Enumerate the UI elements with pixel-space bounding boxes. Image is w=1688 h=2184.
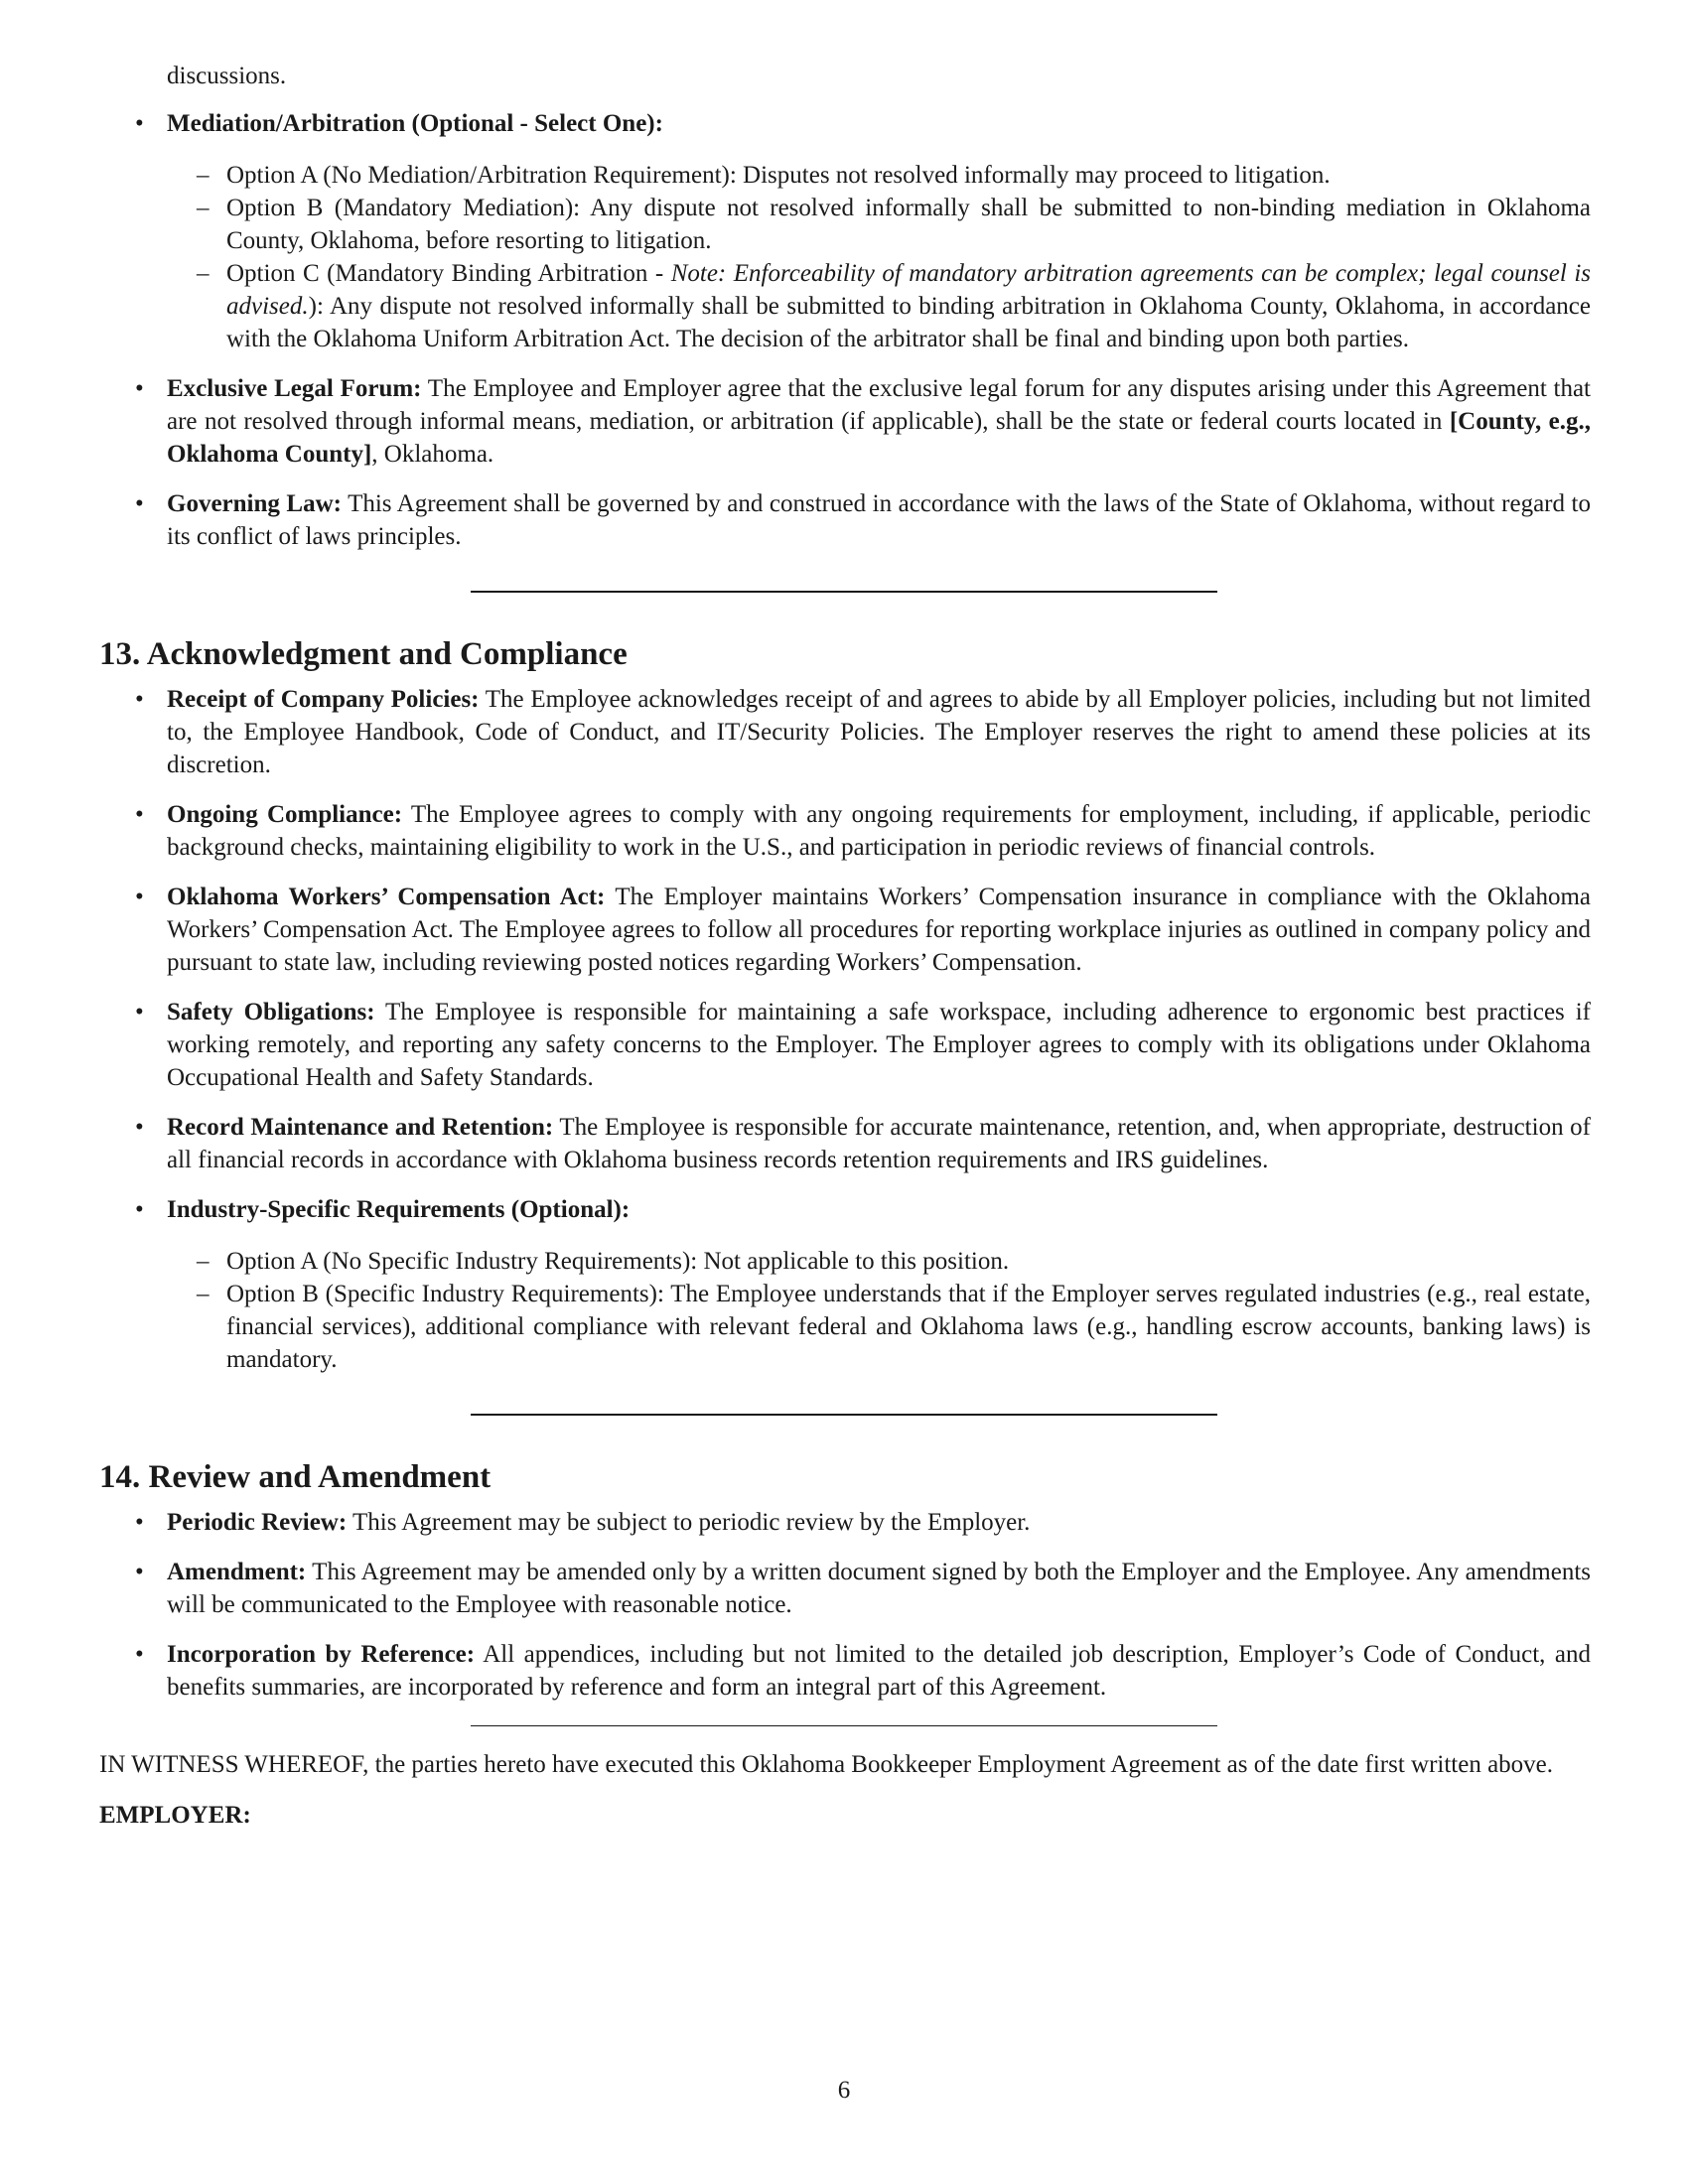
list-item-workers-comp: • Oklahoma Workers’ Compensation Act: The Employer maintains Workers’ Compensation insurance in compliance with the Oklahoma Workers’ Compensation Act. The Employee agrees to follow all procedures for reporting workplace injuries as outlined in company policy and pursuant to state law, including reviewing posted notices regarding Workers’ Compensation.: [99, 881, 1591, 979]
bullet-icon: •: [135, 801, 144, 828]
industry-options: [167, 1245, 1591, 1376]
section-12-list: [99, 107, 1591, 553]
option-b: [99, 192, 1591, 257]
continuation-text: discussions.: [167, 63, 287, 89]
dash-icon: –: [197, 1248, 210, 1275]
item-title: Receipt of Company Policies:: [167, 686, 480, 713]
dash-icon: –: [197, 162, 210, 189]
bullet-icon: •: [135, 884, 144, 910]
option-a: [99, 159, 1591, 192]
dash-icon: –: [197, 195, 210, 221]
item-title: Oklahoma Workers’ Compensation Act:: [167, 884, 606, 910]
item-title: Ongoing Compliance:: [167, 801, 403, 828]
dash-icon: –: [197, 1281, 210, 1307]
section-14-list: [99, 1506, 1591, 1704]
item-title: Record Maintenance and Retention:: [167, 1114, 554, 1141]
witness-paragraph: IN WITNESS WHEREOF, the parties hereto have executed this Oklahoma Bookkeeper Employment Agreement as of the date first written above.: [99, 1751, 1554, 1778]
list-item-incorporation: • Incorporation by Reference: All appendices, including but not limited to the detailed job description, Employer’s Code of Conduct, and benefits summaries, are incorporated by reference and form an integral part of this Agreement.: [99, 1638, 1591, 1704]
document-page: [99, 60, 1591, 2144]
list-item-safety: • Safety Obligations: The Employee is responsible for maintaining a safe workspace, including adherence to ergonomic best practices if working remotely, and reporting any safety concerns to the Employer. The Employer agrees to comply with its obligations under Oklahoma Occupational Health and Safety Standards.: [99, 996, 1591, 1094]
list-item-receipt: • Receipt of Company Policies: The Employee acknowledges receipt of and agrees to abide by all Employer policies, including but not limited to, the Employee Handbook, Code of Conduct, and IT/Security Policies. The Employer reserves the right to amend these policies at its discretion.: [99, 683, 1591, 781]
section-number: 14.: [99, 1459, 141, 1495]
item-title: Exclusive Legal Forum:: [167, 375, 422, 402]
section-13-heading: [99, 634, 1591, 674]
option-b-text: Option B (Mandatory Mediation): Any dispute not resolved informally shall be submitted to non-binding mediation in Oklahoma County, Oklahoma, before resorting to litigation.: [226, 195, 1591, 254]
bullet-icon: •: [135, 1641, 144, 1668]
horizontal-rule: [471, 591, 1217, 593]
list-item-ongoing: • Ongoing Compliance: The Employee agrees to comply with any ongoing requirements for employment, including, if applicable, periodic background checks, maintaining eligibility to work in the U.S., and participation in periodic reviews of financial controls.: [99, 798, 1591, 864]
list-item-governing-law: • Governing Law: This Agreement shall be governed by and construed in accordance with the laws of the State of Oklahoma, without regard to its conflict of laws principles.: [99, 487, 1591, 553]
section-title: Review and Amendment: [148, 1459, 492, 1495]
item-title: Industry-Specific Requirements (Optional):: [167, 1196, 631, 1223]
list-item-records: • Record Maintenance and Retention: The Employee is responsible for accurate maintenance, retention, and, when appropriate, destruction of all financial records in accordance with Oklahoma business records retention requirements and IRS guidelines.: [99, 1111, 1591, 1176]
bullet-icon: •: [135, 999, 144, 1025]
bullet-icon: •: [135, 686, 144, 713]
list-item-periodic-review: • Periodic Review: This Agreement may be subject to periodic review by the Employer.: [99, 1506, 1591, 1539]
list-item-amendment: • Amendment: This Agreement may be amended only by a written document signed by both the Employer and the Employee. Any amendments will be communicated to the Employee with reasonable notice.: [99, 1556, 1591, 1621]
employer-label: EMPLOYER:: [99, 1802, 251, 1829]
bullet-icon: •: [135, 110, 144, 137]
option-a: [99, 1245, 1591, 1278]
county-placeholder: [County, e.g., Oklahoma County]: [167, 408, 1591, 468]
list-item-mediation: [99, 107, 1591, 355]
option-b: [99, 1278, 1591, 1376]
mediation-options: [167, 159, 1591, 355]
horizontal-rule: [471, 1725, 1217, 1726]
section-title: Acknowledgment and Compliance: [146, 636, 628, 672]
page-number: 6: [837, 2077, 851, 2104]
bullet-icon: •: [135, 1114, 144, 1141]
section-14-heading: [99, 1457, 1591, 1497]
bullet-icon: •: [135, 1509, 144, 1536]
option-a-text: Option A (No Specific Industry Requirements): Not applicable to this position.: [226, 1248, 1010, 1275]
list-item-industry: [99, 1193, 1591, 1376]
item-title: Governing Law:: [167, 490, 342, 517]
option-a-text: Option A (No Mediation/Arbitration Requirement): Disputes not resolved informally may proceed to litigation.: [226, 162, 1331, 189]
dash-icon: –: [197, 260, 210, 287]
item-title: Safety Obligations:: [167, 999, 375, 1025]
horizontal-rule: [471, 1414, 1217, 1416]
list-item-forum: • Exclusive Legal Forum: The Employee and Employer agree that the exclusive legal forum for any disputes arising under this Agreement that are not resolved through informal means, mediation, or arbitration (if applicable), shall be the state or federal courts located in [County, e.g., Oklahoma County], Oklahoma.: [99, 372, 1591, 471]
option-c: [99, 257, 1591, 355]
bullet-icon: •: [135, 1196, 144, 1223]
item-title: Mediation/Arbitration (Optional - Select One):: [167, 110, 663, 137]
arbitration-note: Note: Enforceability of mandatory arbitration agreements can be complex; legal counsel is advised.: [226, 260, 1591, 320]
item-title: Amendment:: [167, 1559, 307, 1585]
item-title: Periodic Review:: [167, 1509, 348, 1536]
option-b-text: Option B (Specific Industry Requirements): The Employee understands that if the Employer serves regulated industries (e.g., real estate, financial services), additional compliance with relevant federal and Oklahoma laws (e.g., handling escrow accounts, banking laws) is mandatory.: [226, 1281, 1591, 1373]
section-number: 13.: [99, 636, 141, 672]
section-13-list: [99, 683, 1591, 1376]
bullet-icon: •: [135, 375, 144, 402]
option-c-text: Option C (Mandatory Binding Arbitration - Note: Enforceability of mandatory arbitration agreements can be complex; legal counsel is advised.): Any dispute not resolved informally shall be submitted to binding arbitration in Oklahoma County, Oklahoma, in accordance with the Oklahoma Uniform Arbitration Act. The decision of the arbitrator shall be final and binding upon both parties.: [226, 260, 1591, 352]
item-title: Incorporation by Reference:: [167, 1641, 476, 1668]
bullet-icon: •: [135, 1559, 144, 1585]
bullet-icon: •: [135, 490, 144, 517]
